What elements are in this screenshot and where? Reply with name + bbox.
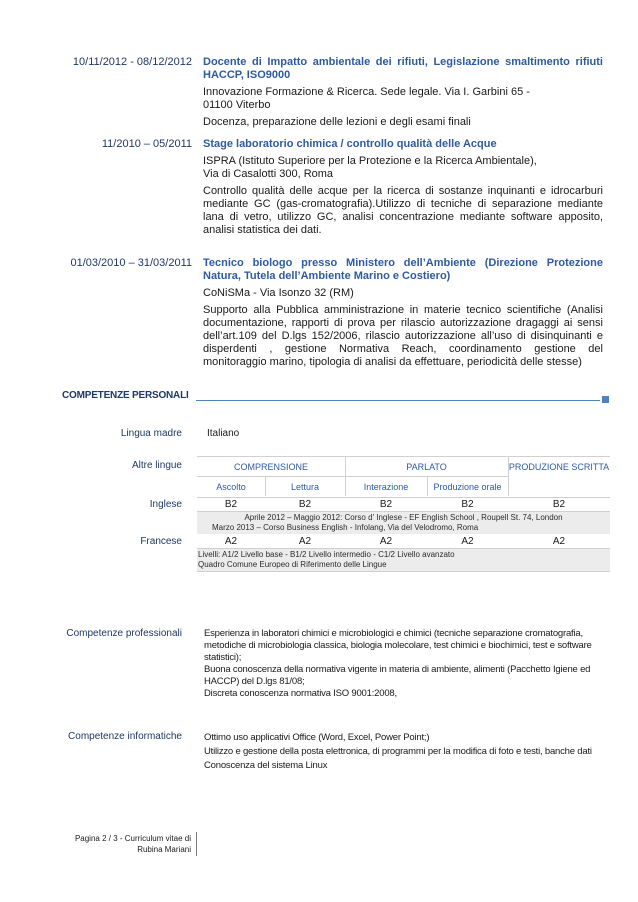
it-skills-text	[204, 731, 608, 773]
language-name: Inglese	[149, 499, 182, 510]
experience-description: Supporto alla Pubblica amministrazione in materie tecnico scientifiche (Analisi documentazione, rapporti di prova per rilascio autorizzazione dragaggi ai sensi dell’art.109 del D.lgs 152/2006, rilascio autorizzazione all’uso di disinquinanti e disperdenti , gestione Normativa Reach, coordinamento gestione del monitoraggio marino, tipologia di analisi da effettuare, periodicità delle stesse)	[203, 304, 603, 368]
mother-tongue-label: Lingua madre	[120, 428, 182, 439]
experience-title: Tecnico biologo presso Ministero dell’Ambiente (Direzione Protezione Natura, Tutela dell’Ambiente Marino e Costiero)	[203, 257, 603, 282]
experience-employer: 01100 Viterbo	[203, 99, 271, 111]
skills-line: Ottimo uso applicativi Office (Word, Excel, Power Point;)	[204, 732, 430, 743]
certificate-line: Marzo 2013 – Corso Business English - Infolang, Via del Velodromo, Roma	[212, 523, 479, 532]
section-title: COMPETENZE PERSONALI	[62, 390, 189, 401]
header-ascolto: Ascolto	[216, 482, 246, 492]
mother-tongue-value: Italiano	[207, 428, 240, 439]
header-parlato: PARLATO	[406, 462, 447, 472]
header-comprensione: COMPRENSIONE	[233, 462, 308, 472]
experience-entry	[203, 257, 603, 369]
level-produzione-orale: A2	[461, 536, 474, 547]
level-interazione: B2	[379, 499, 393, 510]
certificate-line: Aprile 2012 – Maggio 2012: Corso d’ Inglese - EF English School , Roupell St. 74, London	[244, 513, 563, 522]
grid-separator	[197, 476, 508, 477]
experience-employer: CoNiSMa - Via Isonzo 32 (RM)	[203, 287, 354, 299]
skills-line: Esperienza in laboratori chimici e microbiologici e chimici (tecniche separazione cromatografia,	[204, 628, 583, 639]
skills-line: Utilizzo e gestione della posta elettronica, di programmi per la modifica di foto e testi, banche dati	[204, 746, 592, 757]
level-ascolto: A2	[224, 536, 238, 547]
experience-employer: Via di Casalotti 300, Roma	[203, 168, 334, 180]
experience-employer: Innovazione Formazione & Ricerca. Sede legale. Via I. Garbini 65 -	[203, 86, 530, 98]
footer-divider	[196, 832, 197, 856]
skills-line: Conoscenza del sistema Linux	[204, 760, 328, 771]
grid-separator	[197, 571, 610, 572]
header-produzione-orale: Produzione orale	[433, 482, 502, 492]
level-interazione: A2	[379, 536, 393, 547]
level-produzione-scritta: A2	[552, 536, 566, 547]
it-skills-label: Competenze informatiche	[68, 731, 182, 742]
experience-dates: 01/03/2010 – 31/03/2011	[70, 257, 192, 269]
footer-page-info: Pagina 2 / 3 - Curriculum vitae di	[74, 834, 191, 843]
header-interazione: Interazione	[363, 482, 409, 492]
header-lettura: Lettura	[290, 482, 320, 492]
experience-title: Stage laboratorio chimica / controllo qualità delle Acque	[203, 138, 497, 150]
level-produzione-orale: B2	[461, 499, 474, 510]
experience-entry	[203, 56, 603, 129]
experience-description: Docenza, preparazione delle lezioni e degli esami finali	[203, 116, 471, 128]
level-lettura: B2	[298, 499, 312, 510]
section-divider	[196, 400, 600, 401]
skills-line: HACCP) del D.lgs 81/08;	[204, 676, 305, 687]
levels-legend: Quadro Comune Europeo di Riferimento delle Lingue	[198, 560, 387, 569]
header-produzione-scritta: PRODUZIONE SCRITTA	[508, 462, 610, 472]
experience-dates: 11/2010 – 05/2011	[101, 138, 192, 150]
professional-skills-text	[204, 628, 608, 700]
level-produzione-scritta: B2	[552, 499, 566, 510]
experience-dates: 10/11/2012 - 08/12/2012	[72, 56, 192, 68]
language-name: Francese	[140, 536, 182, 547]
experience-title: Docente di Impatto ambientale dei rifiuti, Legislazione smaltimento rifiuti HACCP, ISO9000	[203, 56, 603, 81]
experience-employer: ISPRA (Istituto Superiore per la Protezione e la Ricerca Ambientale),	[203, 155, 537, 167]
professional-skills-label: Competenze professionali	[66, 628, 182, 639]
skills-line: metodiche di microbiologia classica, biologia molecolare, test chimici e biochimici, test e software	[204, 640, 592, 651]
footer-author: Rubina Mariani	[137, 845, 191, 854]
level-lettura: A2	[298, 536, 312, 547]
skills-line: statistici);	[204, 652, 242, 663]
level-ascolto: B2	[224, 499, 238, 510]
experience-description: Controllo qualità delle acque per la ricerca di sostanze inquinanti e idrocarburi mediante GC (gas-cromatografia).Utilizzo di tecniche di separazione mediante lana di vetro, utilizzo GC, analisi concentrazione mediante software apposito, analisi statistica dei dati.	[203, 185, 603, 236]
section-marker	[602, 396, 609, 403]
experience-entry	[203, 138, 603, 237]
other-languages-label: Altre lingue	[131, 460, 182, 471]
levels-legend: Livelli: A1/2 Livello base - B1/2 Livello intermedio - C1/2 Livello avanzato	[198, 550, 455, 559]
skills-line: Discreta conoscenza normativa ISO 9001:2008,	[204, 688, 397, 699]
skills-line: Buona conoscenza della normativa vigente in materia di ambiente, alimenti (Pacchetto Igiene ed	[204, 664, 591, 675]
